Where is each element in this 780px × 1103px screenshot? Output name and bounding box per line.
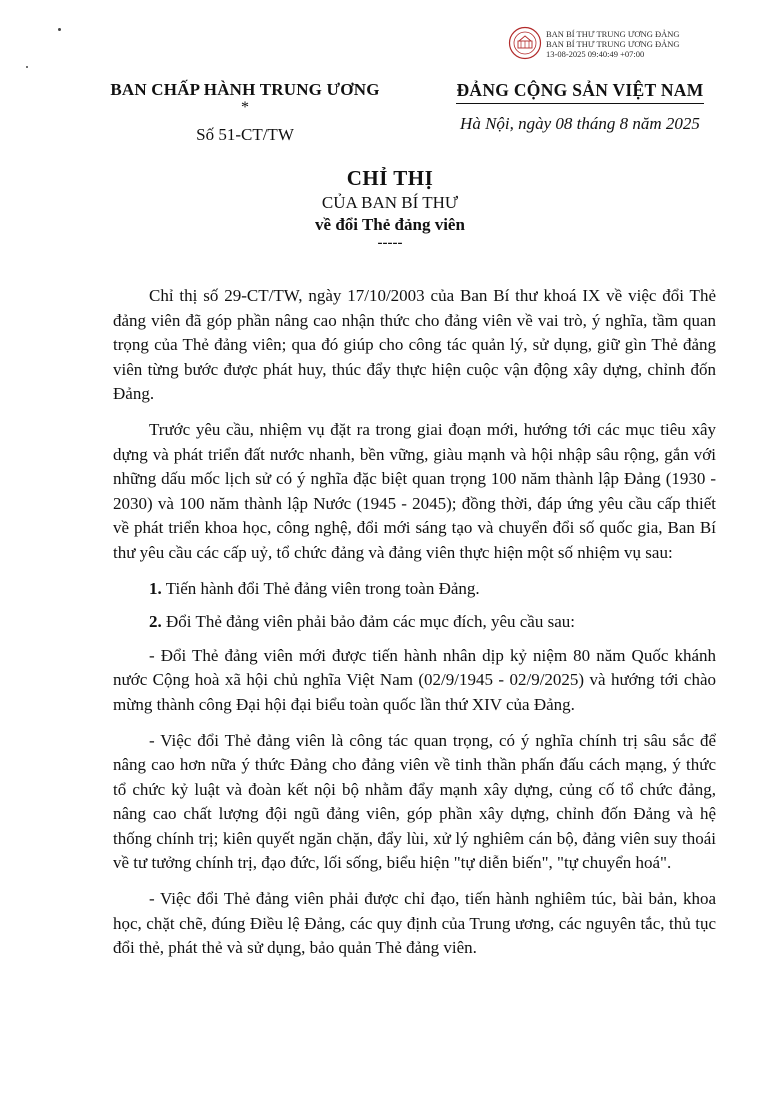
header-right — [430, 80, 730, 134]
item-text: Đổi Thẻ đảng viên phải bảo đảm các mục đích, yêu cầu sau: — [161, 612, 575, 632]
digital-signature-stamp — [508, 26, 728, 66]
scan-speck — [26, 66, 28, 68]
bullet-paragraph-2: - Việc đổi Thẻ đảng viên là công tác quan trọng, có ý nghĩa chính trị sâu sắc để nâng cao hơn nữa ý thức Đảng cho đảng viên về tinh thần phấn đấu cách mạng, ý thức tổ chức kỷ luật và đoàn kết nội bộ nhằm đẩy mạnh xây dựng, củng cố tổ chức đảng, nâng cao chất lượng đội ngũ đảng viên, góp phần xây dựng, chỉnh đốn Đảng và hệ thống chính trị; kiên quyết ngăn chặn, đẩy lùi, xử lý nghiêm cán bộ, đảng viên suy thoái về tư tưởng chính trị, đạo đức, lối sống, biểu hiện "tự diễn biến", "tự chuyển hoá". — [113, 730, 716, 873]
header-left — [100, 80, 390, 145]
party-name: ĐẢNG CỘNG SẢN VIỆT NAM — [456, 80, 703, 104]
numbered-item-1 — [113, 577, 716, 602]
stamp-line-3: 13-08-2025 09:40:49 +07:00 — [546, 49, 645, 59]
stamp-line-1: BAN BÍ THƯ TRUNG ƯƠNG ĐẢNG — [546, 29, 680, 39]
numbered-item-2 — [113, 610, 716, 635]
bullet-paragraph-3: - Việc đổi Thẻ đảng viên phải được chỉ đạo, tiến hành nghiêm túc, bài bản, khoa học, chặt chẽ, đúng Điều lệ Đảng, các quy định của Trung ương, các nguyên tắc, thủ tục đổi thẻ, phát thẻ và sử dụng, bảo quản Thẻ đảng viên. — [113, 889, 716, 958]
document-subject: về đổi Thẻ đảng viên — [315, 215, 465, 234]
paragraph-context: Trước yêu cầu, nhiệm vụ đặt ra trong giai đoạn mới, hướng tới các mục tiêu xây dựng và phát triển đất nước nhanh, bền vững, giàu mạnh và hội nhập sâu rộng, gắn với những dấu mốc lịch sử có ý nghĩa đặc biệt quan trọng 100 năm thành lập Đảng (1930 - 2030) và 100 năm thành lập Nước (1945 - 2045); đồng thời, đáp ứng yêu cầu cấp thiết về phát triển khoa học, công nghệ, đổi mới sáng tạo và chuyển đổi số quốc gia, Ban Bí thư yêu cầu các cấp uỷ, tổ chức đảng và đảng viên thực hiện một số nhiệm vụ sau: — [113, 419, 716, 562]
document-issuer: CỦA BAN BÍ THƯ — [321, 193, 459, 212]
document-number: Số 51-CT/TW — [196, 125, 294, 144]
title-separator: ----- — [377, 235, 403, 251]
header-star: * — [241, 99, 249, 116]
item-number: 2. — [149, 612, 162, 632]
paragraph-intro: Chỉ thị số 29-CT/TW, ngày 17/10/2003 của Ban Bí thư khoá IX về việc đổi Thẻ đảng viên đã góp phần nâng cao nhận thức cho đảng viên về vai trò, ý nghĩa, tầm quan trọng của Thẻ đảng viên; qua đó giúp cho công tác quản lý, sử dụng, giữ gìn Thẻ đảng viên từng bước được phát huy, thúc đẩy thực hiện cuộc vận động xây dựng, chỉnh đốn Đảng. — [113, 286, 716, 404]
stamp-line-2: BAN BÍ THƯ TRUNG ƯƠNG ĐẢNG — [546, 39, 680, 49]
item-number: 1. — [149, 578, 162, 598]
bullet-paragraph-1: - Đổi Thẻ đảng viên mới được tiến hành nhân dịp kỷ niệm 80 năm Quốc khánh nước Cộng hoà xã hội chủ nghĩa Việt Nam (02/9/1945 - 02/9/2025) và hướng tới chào mừng thành công Đại hội đại biểu toàn quốc lần thứ XIV của Đảng. — [113, 645, 716, 714]
document-title — [0, 166, 780, 249]
place-date: Hà Nội, ngày 08 tháng 8 năm 2025 — [460, 114, 700, 133]
item-text: Tiến hành đổi Thẻ đảng viên trong toàn Đảng. — [161, 578, 480, 598]
document-type: CHỈ THỊ — [346, 166, 434, 190]
stamp-text — [546, 29, 680, 59]
issuing-organization: BAN CHẤP HÀNH TRUNG ƯƠNG — [110, 80, 380, 99]
scan-speck — [58, 28, 61, 31]
document-body — [113, 284, 716, 972]
party-seal-icon — [508, 26, 542, 60]
